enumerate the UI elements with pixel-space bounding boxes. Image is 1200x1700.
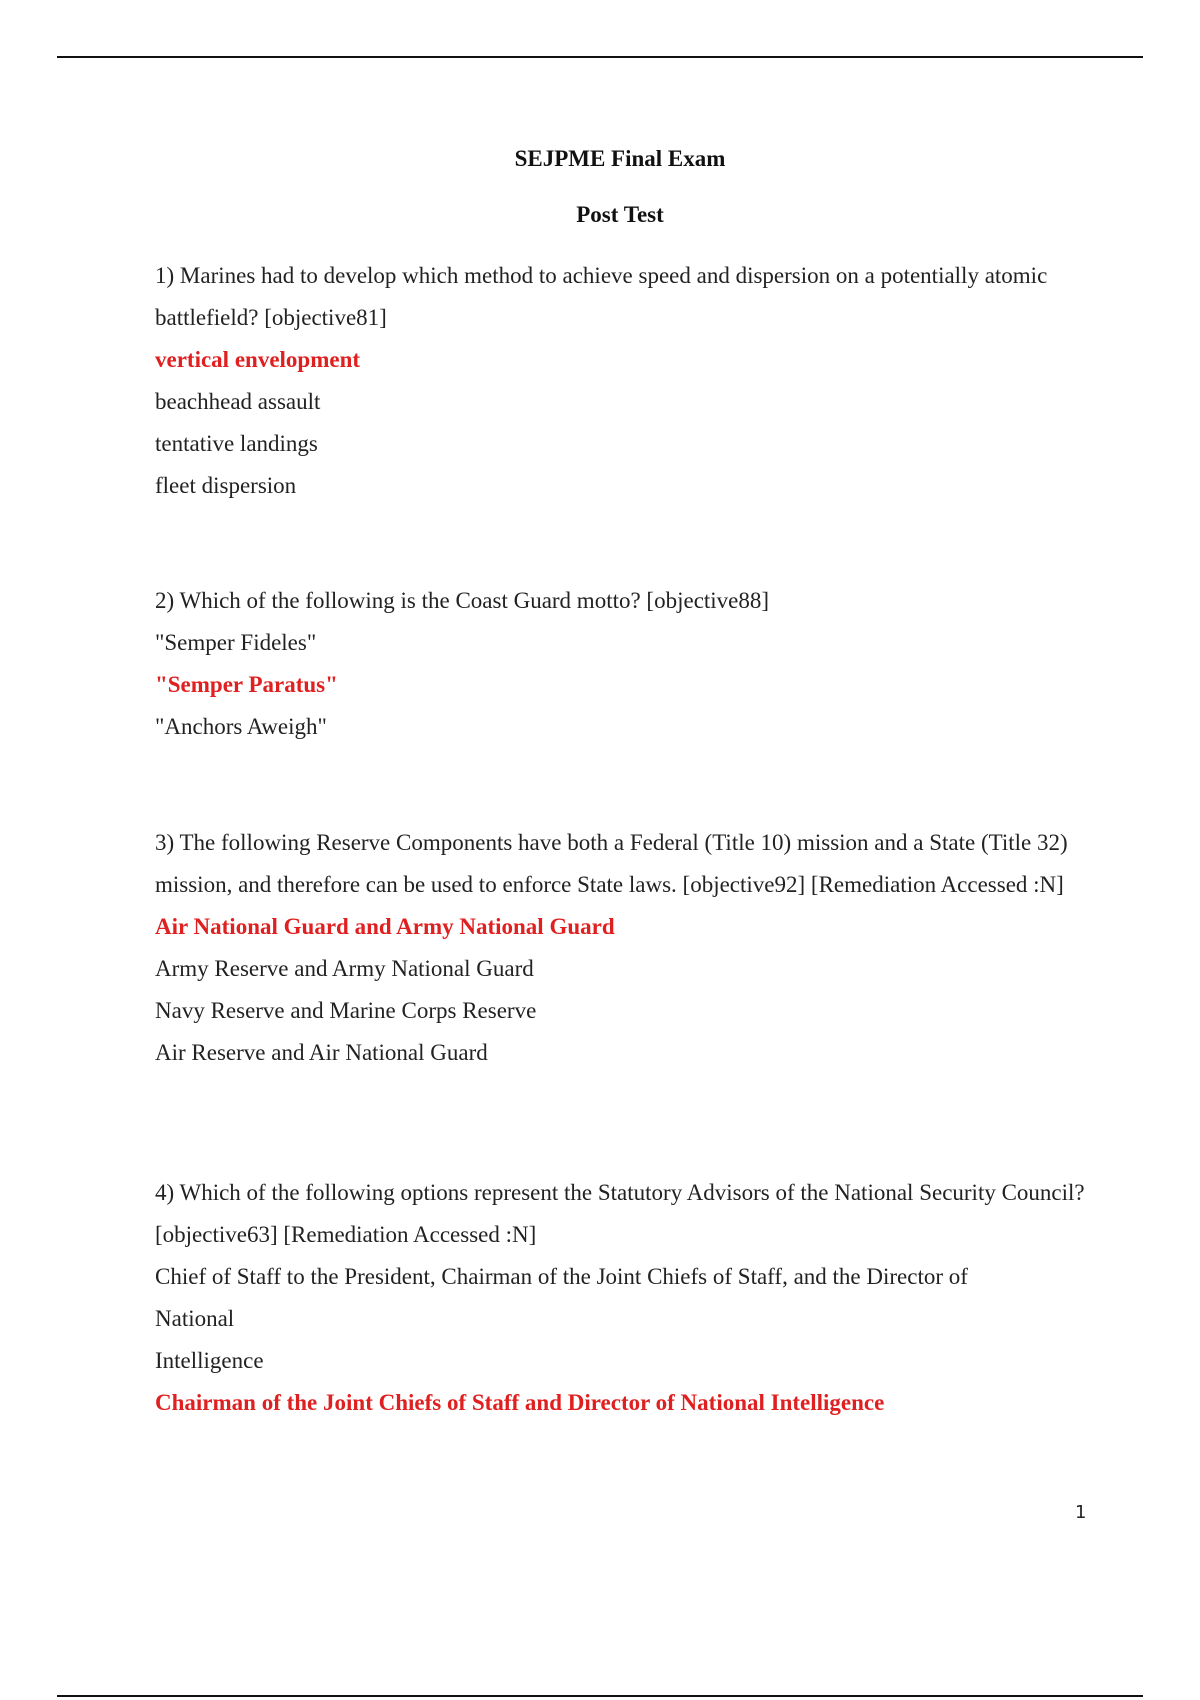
page-title: SEJPME Final Exam	[514, 146, 726, 171]
question-2	[155, 580, 1085, 748]
page-subtitle: Post Test	[576, 202, 664, 227]
answer-option: Navy Reserve and Marine Corps Reserve	[155, 998, 537, 1023]
answer-option: "Semper Fideles"	[155, 630, 317, 655]
question-text: 3) The following Reserve Components have both a Federal (Title 10) mission and a State (Title 32) mission, and therefore can be used to enforce State laws. [objective92] [Remediation Accessed :N]	[155, 830, 1068, 897]
question-text: 4) Which of the following options represent the Statutory Advisors of the National Security Council? [objective63] [Remediation Accessed :N]	[155, 1180, 1085, 1247]
answer-option: Chief of Staff to the President, Chairman of the Joint Chiefs of Staff, and the Director of	[155, 1264, 968, 1289]
answer-option-correct: Chairman of the Joint Chiefs of Staff and Director of National Intelligence	[155, 1390, 885, 1415]
question-1	[155, 255, 1085, 507]
question-text: 1) Marines had to develop which method to achieve speed and dispersion on a potentially atomic battlefield? [objective81]	[155, 263, 1048, 330]
answer-option: Intelligence	[155, 1348, 264, 1373]
answer-option: tentative landings	[155, 431, 318, 456]
question-text: 2) Which of the following is the Coast Guard motto? [objective88]	[155, 588, 770, 613]
answer-option: Air Reserve and Air National Guard	[155, 1040, 488, 1065]
header-rule	[57, 56, 1143, 58]
answer-option-correct: Air National Guard and Army National Guard	[155, 914, 615, 939]
answer-option: National	[155, 1306, 235, 1331]
answer-option-correct: vertical envelopment	[155, 347, 361, 372]
question-4	[155, 1172, 1085, 1424]
question-3	[155, 822, 1085, 1074]
answer-option: Army Reserve and Army National Guard	[155, 956, 534, 981]
answer-option: beachhead assault	[155, 389, 321, 414]
answer-option-correct: "Semper Paratus"	[155, 672, 338, 697]
answer-option: "Anchors Aweigh"	[155, 714, 327, 739]
answer-option: fleet dispersion	[155, 473, 297, 498]
footer-rule	[57, 1695, 1143, 1697]
page-number: 1	[1075, 1502, 1087, 1523]
